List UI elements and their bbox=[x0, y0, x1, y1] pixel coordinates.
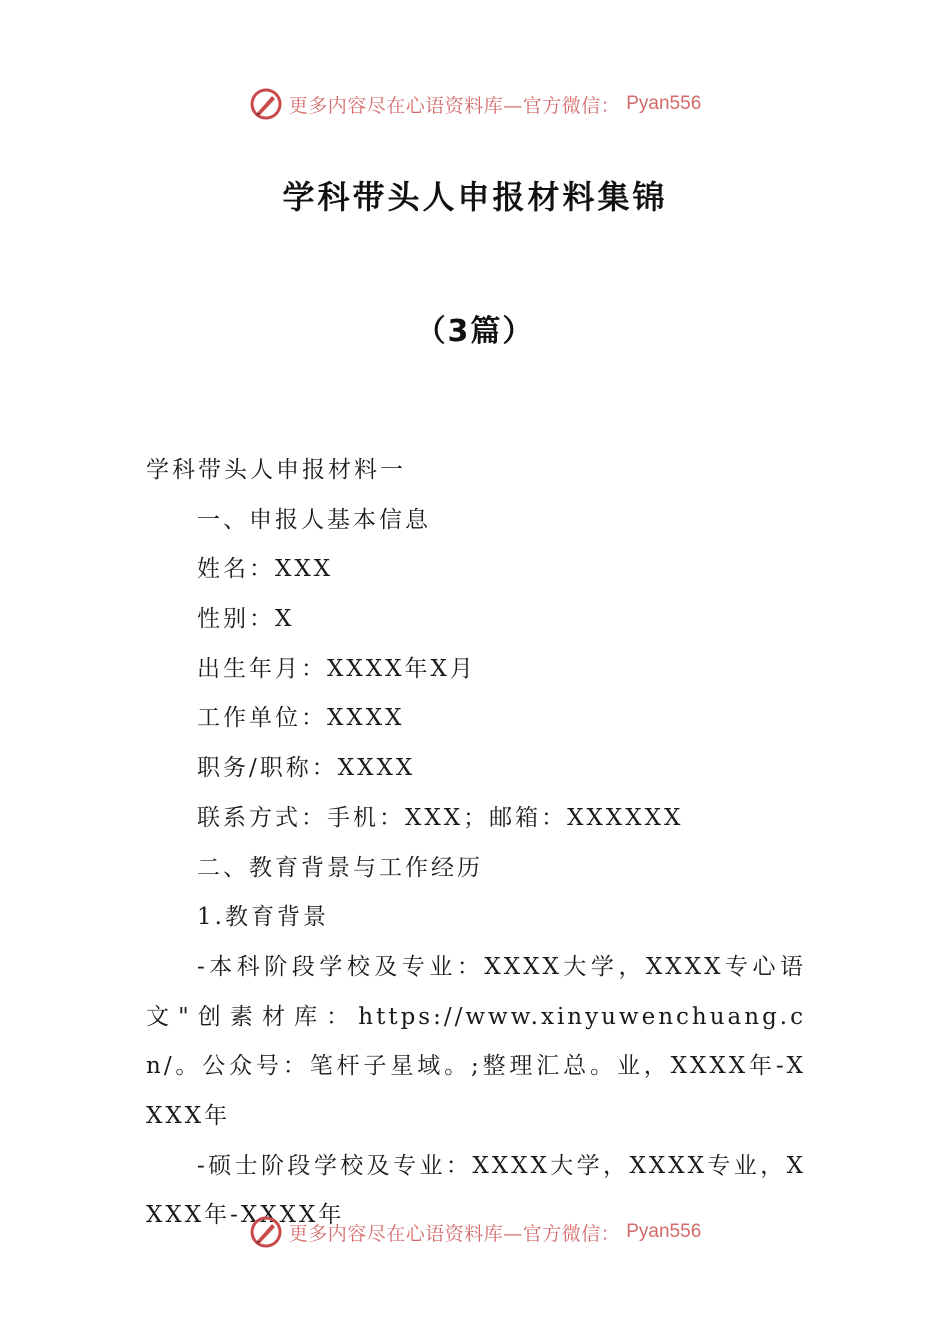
watermark-text: 更多内容尽在心语资料库—官方微信： bbox=[288, 1222, 621, 1245]
pen-logo-icon bbox=[249, 1215, 283, 1249]
list-heading: 1.教育背景 bbox=[197, 904, 329, 931]
header-watermark bbox=[0, 84, 950, 124]
info-contact: 联系方式：手机：XXX；邮箱：XXXXXX bbox=[197, 804, 684, 831]
footer-watermark bbox=[0, 1212, 950, 1252]
watermark-wechat-id: Pyan556 bbox=[626, 1221, 702, 1242]
info-birth: 出生年月：XXXX年X月 bbox=[197, 655, 476, 682]
document-title: 学科带头人申报材料集锦 bbox=[282, 178, 668, 216]
paragraph-undergraduate: -本科阶段学校及专业：XXXX大学，XXXX专心语文"创素材库：https://www.xinyuwenchuang.cn/。公众号：笔杆子星域。;整理汇总。业，XXXX年-XXXX年 bbox=[146, 953, 806, 1129]
watermark-wechat-id: Pyan556 bbox=[626, 93, 702, 114]
subsection-heading: 二、教育背景与工作经历 bbox=[197, 854, 483, 881]
info-gender: 性别：X bbox=[197, 606, 295, 633]
document-body bbox=[146, 446, 806, 1241]
info-title: 职务/职称：XXXX bbox=[197, 755, 416, 782]
document-subtitle: （3篇） bbox=[415, 314, 535, 349]
info-name: 姓名：XXX bbox=[197, 556, 334, 583]
watermark-text: 更多内容尽在心语资料库—官方微信： bbox=[288, 94, 621, 117]
subsection-heading: 一、申报人基本信息 bbox=[197, 506, 431, 533]
pen-logo-icon bbox=[249, 87, 283, 121]
info-employer: 工作单位：XXXX bbox=[197, 705, 405, 732]
paragraph-masters: -硕士阶段学校及专业：XXXX大学，XXXX专业，XXXX年-XXXX年 bbox=[146, 1152, 806, 1229]
section-heading: 学科带头人申报材料一 bbox=[146, 457, 406, 483]
